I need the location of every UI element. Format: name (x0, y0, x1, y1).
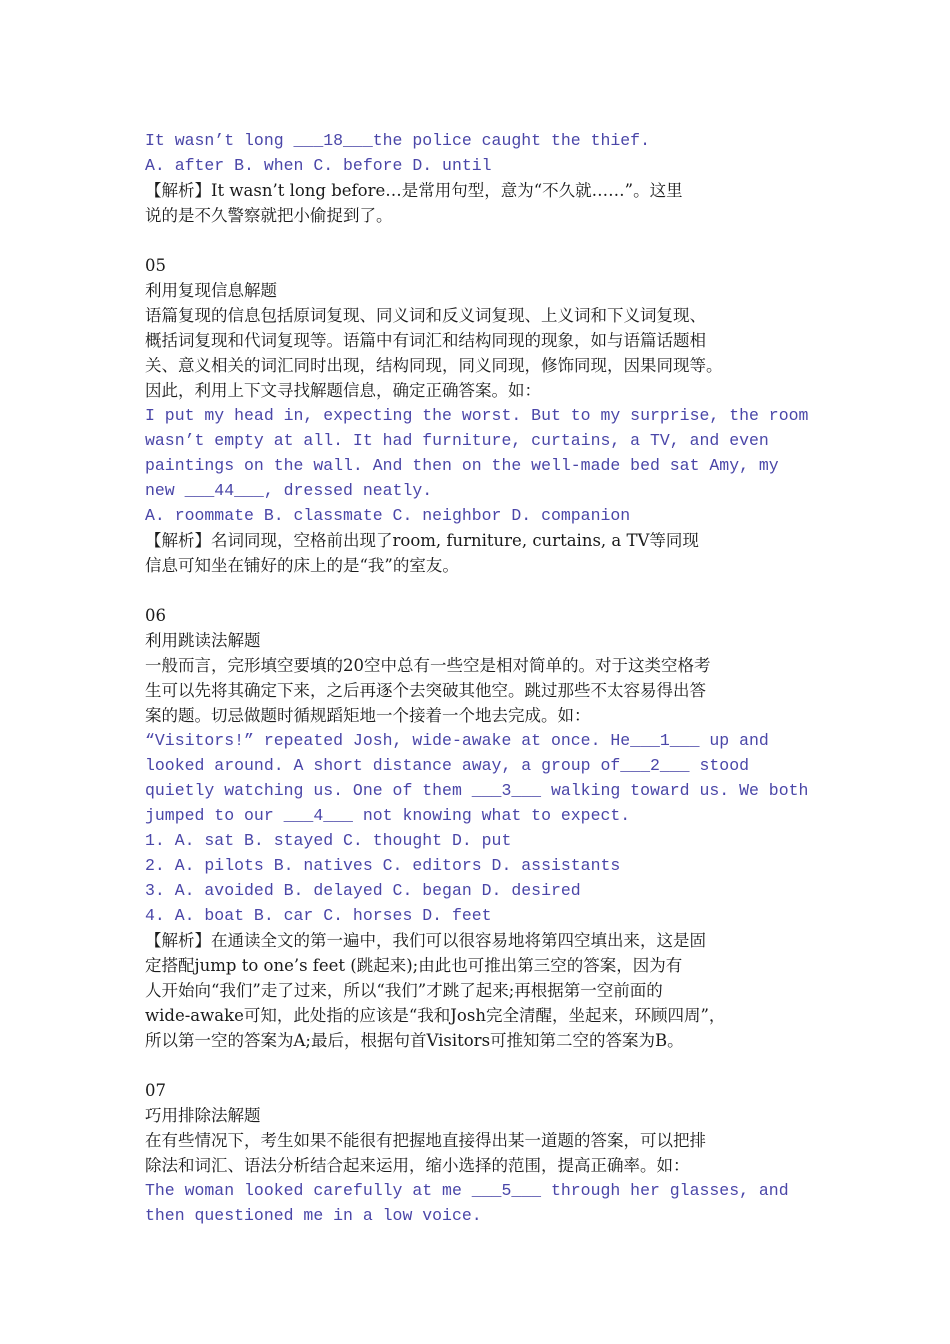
english-example-line: A. after B. when C. before D. until (145, 156, 492, 175)
section-4 (145, 1078, 860, 1228)
text-line: 人开始向“我们”走了过来，所以“我们”才跳了起来;再根据第一空前面的 (145, 981, 663, 1000)
english-example-line: I put my head in, expecting the worst. But to my surprise, the room (145, 406, 809, 425)
text-line: 定搭配jump to one’s feet (跳起来);由此也可推出第三空的答案，因为有 (145, 956, 683, 975)
english-example-line: wasn’t empty at all. It had furniture, curtains, a TV, and even (145, 431, 769, 450)
text-line: 利用跳读法解题 (145, 631, 261, 650)
english-example-line: then questioned me in a low voice. (145, 1206, 482, 1225)
english-example-line: new ___44___, dressed neatly. (145, 481, 433, 500)
text-line: 06 (145, 606, 166, 625)
text-line: 除法和词汇、语法分析结合起来运用，缩小选择的范围，提高正确率。如： (145, 1156, 690, 1175)
text-line: 【解析】在通读全文的第一遍中，我们可以很容易地将第四空填出来，这是固 (145, 931, 706, 950)
text-line: 一般而言，完形填空要填的20空中总有一些空是相对简单的。对于这类空格考 (145, 656, 711, 675)
text-line: 【解析】名词同现，空格前出现了room, furniture, curtains, a TV等同现 (145, 531, 699, 550)
text-line: 语篇复现的信息包括原词复现、同义词和反义词复现、上义词和下义词复现、 (145, 306, 706, 325)
english-example-line: It wasn’t long ___18___the police caught the thief. (145, 131, 650, 150)
text-line: 05 (145, 256, 166, 275)
english-example-line: A. roommate B. classmate C. neighbor D. companion (145, 506, 631, 525)
section-gap (145, 1053, 860, 1078)
text-line: 因此，利用上下文寻找解题信息，确定正确答案。如： (145, 381, 541, 400)
english-example-line: looked around. A short distance away, a group of___2___ stood (145, 756, 749, 775)
text-line: 说的是不久警察就把小偷捉到了。 (145, 206, 393, 225)
english-example-line: 3. A. avoided B. delayed C. began D. desired (145, 881, 581, 900)
english-example-line: paintings on the wall. And then on the well-made bed sat Amy, my (145, 456, 779, 475)
text-line: 【解析】It wasn’t long before…是常用句型，意为“不久就……”。这里 (145, 181, 683, 200)
text-line: 利用复现信息解题 (145, 281, 277, 300)
english-example-line: 4. A. boat B. car C. horses D. feet (145, 906, 492, 925)
english-example-line: jumped to our ___4___ not knowing what to expect. (145, 806, 631, 825)
text-line: 巧用排除法解题 (145, 1106, 261, 1125)
document-content (145, 128, 860, 1228)
section-3 (145, 603, 860, 1053)
text-line: 关、意义相关的词汇同时出现，结构同现，同义同现，修饰同现，因果同现等。 (145, 356, 723, 375)
text-line: 信息可知坐在铺好的床上的是“我”的室友。 (145, 556, 459, 575)
english-example-line: “Visitors!” repeated Josh, wide-awake at once. He___1___ up and (145, 731, 769, 750)
section-2 (145, 253, 860, 578)
section-gap (145, 578, 860, 603)
text-line: 生可以先将其确定下来，之后再逐个去突破其他空。跳过那些不太容易得出答 (145, 681, 706, 700)
english-example-line: quietly watching us. One of them ___3___ walking toward us. We both (145, 781, 809, 800)
text-line: 07 (145, 1081, 166, 1100)
section-gap (145, 228, 860, 253)
text-line: 案的题。切忌做题时循规蹈矩地一个接着一个地去完成。如： (145, 706, 591, 725)
english-example-line: 1. A. sat B. stayed C. thought D. put (145, 831, 512, 850)
text-line: 所以第一空的答案为A;最后，根据句首Visitors可推知第二空的答案为B。 (145, 1031, 684, 1050)
text-line: 在有些情况下，考生如果不能很有把握地直接得出某一道题的答案，可以把排 (145, 1131, 706, 1150)
english-example-line: The woman looked carefully at me ___5___ through her glasses, and (145, 1181, 789, 1200)
text-line: 概括词复现和代词复现等。语篇中有词汇和结构同现的现象，如与语篇话题相 (145, 331, 706, 350)
section-1 (145, 128, 860, 228)
english-example-line: 2. A. pilots B. natives C. editors D. assistants (145, 856, 621, 875)
text-line: wide-awake可知，此处指的应该是“我和Josh完全清醒，坐起来，环顾四周”， (145, 1006, 726, 1025)
